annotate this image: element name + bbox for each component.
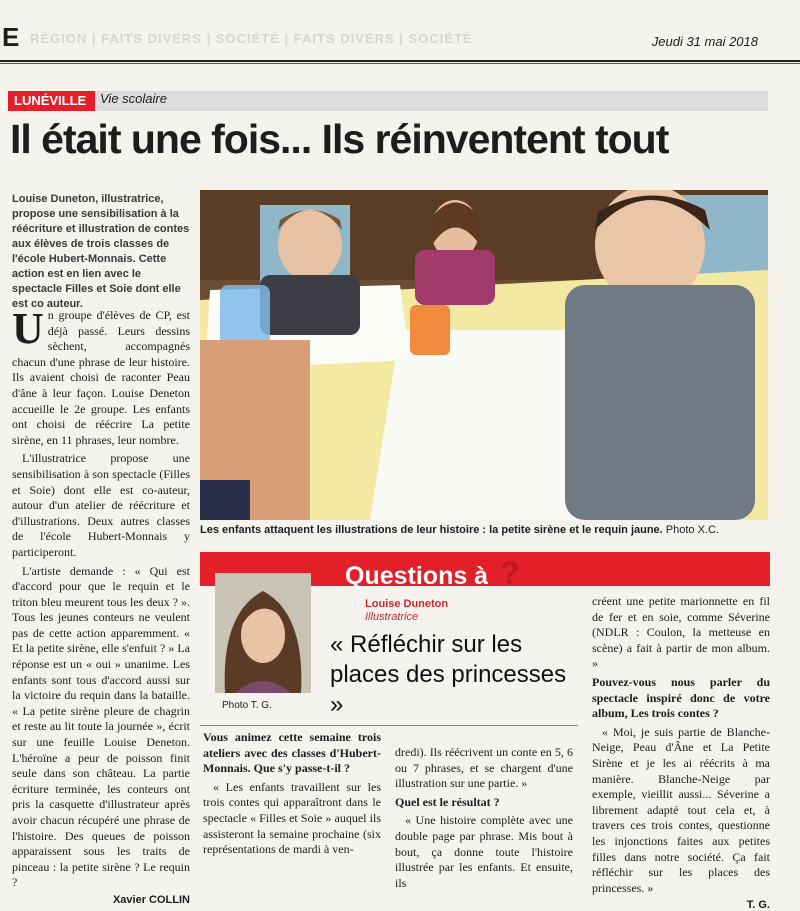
interview-question: Quel est le résultat ? bbox=[395, 794, 500, 809]
interview-column-2 bbox=[395, 745, 573, 894]
section-letter: E bbox=[2, 22, 20, 52]
interview-question: Vous animez cette semaine trois ateliers avec des classes d'Hubert-Monnais. Que s'y passe-t-il ? bbox=[203, 730, 381, 776]
interview-question: Pouvez-vous nous parler du spectacle inspiré donc de votre album, Les trois contes ? bbox=[592, 674, 770, 721]
header-rule-thin bbox=[0, 63, 800, 64]
question-mark-icon: ? bbox=[500, 555, 520, 591]
photo-credit: Photo X.C. bbox=[665, 524, 719, 536]
interview-signature: T. G. bbox=[746, 899, 770, 911]
interview-quote: « Réfléchir sur les places des princesses » bbox=[330, 631, 567, 718]
dropcap: U bbox=[12, 304, 44, 353]
issue-date: Jeudi 31 mai 2018 bbox=[651, 34, 758, 49]
interview-answer: « Une histoire complète avec une double page par phrase. Mis bout à bout, ça donne toute l'histoire illustrée par les enfants. Et ensuite, ils bbox=[395, 813, 573, 890]
article-paragraph: n groupe d'élèves de CP, est déjà passé. Leurs dessins sèchent, accompagnés chacun d'une phrase de leur histoire. Ils avaient choisi de raconter Peau d'âne à leur façon. Louise Deneton accueille le 2e groupe. Les enfants ont choisi de réécrire La petite sirène, en 11 phrases, leur nombre. bbox=[12, 308, 190, 447]
interviewee-name: Louise Duneton bbox=[365, 598, 449, 610]
interview-answer-cont: dredi). Ils réécrivent un conte en 5, 6 ou 7 phrases, et se chargent d'une illustration sur une partie. » bbox=[395, 745, 573, 791]
chapo: Louise Duneton, illustratrice, propose une sensibilisation à la réécriture et illustration de contes aux élèves de trois classes de l'école Hubert-Monnais. Cette action est en lien avec le spectacle Filles et Soie dont elle est co auteur. bbox=[12, 193, 190, 310]
interview-answer: « Moi, je suis partie de Blanche-Neige, Peau d'Âne et La Petite Sirène et je les ai réécrits à ma manière. Blanche-Neige par exemple, vieillit aussi... Séverine a librement adapté tout cela et, à travers ces trois contes, questionne les injonctions faites aux petites filles dans notre société. Ça fait réfléchir sur les places des princesses. » bbox=[592, 724, 770, 895]
portrait-credit: Photo T. G. bbox=[222, 700, 272, 711]
interview-answer: « Les enfants travaillent sur les trois contes qui apparaîtront dans le spectacle « Filles et Soie » auquel ils assisteront la semaine prochaine (six représentations de mardi à ven- bbox=[203, 779, 381, 857]
kicker-rubric: Vie scolaire bbox=[100, 91, 167, 106]
interviewee-role: Illustratrice bbox=[365, 611, 419, 623]
classroom-photo bbox=[200, 190, 768, 520]
byline: Xavier COLLIN bbox=[112, 893, 190, 906]
interview-answer-cont: créent une petite marionnette en fil de fer et en soie, comme Séverine (NDLR : Coulon, la metteuse en scène) a fait à partir de mon album. » bbox=[592, 594, 770, 671]
article-paragraph: L'artiste demande : « Qui est d'accord pour que le requin et le triton bleu meurent tous les deux ? ». Tous les jeunes conteurs ne veulent pas de cette action apparemment. « Et la petite sirène, elle s'enfuit ? » La réponse est un « oui » unanime. Les enfants sont tous d'accord aussi sur la victoire du requin dans la bataille. « La petite sirène pleure de chagrin et reste au lit toute la journée », écrit sur une feuille Louise Deneton. L'héroïne a peur de poisson finit seule dans son château. La partie écriture terminée, les conteurs ont pris la casquette d'illustrateur après avoir chacun récupéré une phrase de l'histoire. Des queues de poisson apparaissent sous les traits de pinceau : la petite sirène ? Le requin ? bbox=[12, 563, 190, 890]
caption-text: Les enfants attaquent les illustrations de leur histoire : la petite sirène et le requin jaune. bbox=[200, 524, 663, 536]
article-paragraph: L'illustratrice propose une sensibilisation à son spectacle (Filles et Soie) dont elle est co-auteur, autour d'un atelier de réécriture et d'illustrations. Deux autres classes de l'école Hubert-Monnais y participeront. bbox=[12, 451, 190, 559]
interview-divider bbox=[200, 725, 578, 726]
interview-column-1 bbox=[203, 730, 381, 861]
photo-caption bbox=[200, 524, 770, 536]
portrait-photo bbox=[215, 573, 311, 693]
interview-title: Questions à bbox=[345, 562, 489, 590]
header-rule bbox=[0, 60, 800, 62]
kicker-location: LUNÉVILLE bbox=[8, 91, 95, 111]
headline: Il était une fois... Ils réinventent tout bbox=[10, 116, 669, 162]
faded-rubrics: RÉGION | FAITS DIVERS | SOCIÉTÉ | FAITS DIVERS | SOCIÉTÉ bbox=[30, 31, 473, 46]
article-body bbox=[12, 304, 190, 906]
interview-column-3 bbox=[592, 594, 770, 911]
